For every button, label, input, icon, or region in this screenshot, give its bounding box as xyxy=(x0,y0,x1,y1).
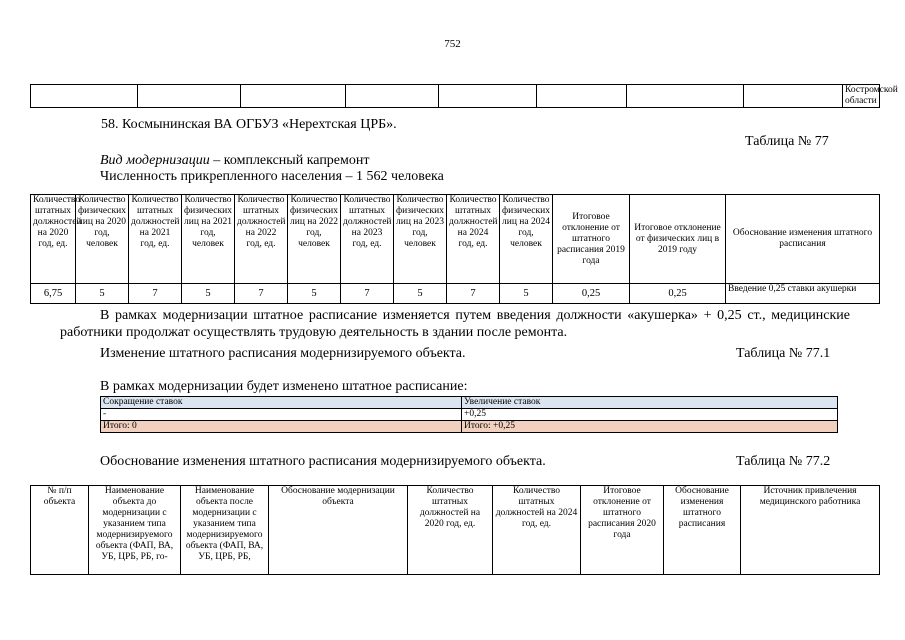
increase-total: Итого: +0,25 xyxy=(462,421,838,433)
table-cell xyxy=(31,85,138,108)
table-cell xyxy=(537,85,627,108)
modernization-type-label: Вид модернизации xyxy=(100,153,210,168)
table-header-cell: № п/п объекта xyxy=(31,486,89,575)
table-header-cell: Наименование объекта после модернизации с указанием типа модернизируемого объекта (ФАП, ВА, УБ, ЦРБ, РБ, xyxy=(181,486,269,575)
table-value-cell: 6,75 xyxy=(31,284,76,304)
table-header-cell: Количество физических лиц на 2021 год, человек xyxy=(182,195,235,284)
population-line: Численность прикрепленного населения – 1 562 человека xyxy=(100,169,444,184)
table-value-cell: Введение 0,25 ставки акушерки xyxy=(726,284,880,304)
reduction-value: - xyxy=(101,409,462,421)
table-value-cell: 5 xyxy=(394,284,447,304)
table-header-cell: Количество штатных должностей на 2020 год, ед. xyxy=(408,486,493,575)
increase-header: Увеличение ставок xyxy=(462,397,838,409)
table-label: Таблица № 77 xyxy=(745,134,829,149)
table-header-cell: Количество штатных должностей на 2020 год, ед. xyxy=(31,195,76,284)
modernization-type-value: – комплексный капремонт xyxy=(209,153,370,168)
table-value-cell: 7 xyxy=(129,284,182,304)
table-cell xyxy=(439,85,537,108)
justification-table xyxy=(30,485,880,575)
table-label-2: Таблица № 77.1 xyxy=(736,346,831,361)
table-cell xyxy=(627,85,744,108)
table-value-cell: 5 xyxy=(288,284,341,304)
change-intro: В рамках модернизации будет изменено штатное расписание: xyxy=(100,379,468,394)
table-label-3: Таблица № 77.2 xyxy=(736,454,831,469)
table-value-cell: 5 xyxy=(182,284,235,304)
modernization-type xyxy=(100,152,370,169)
table-header-cell: Обоснование изменения штатного расписания xyxy=(726,195,880,284)
table-cell xyxy=(346,85,439,108)
table-header-cell: Количество физических лиц на 2022 год, человек xyxy=(288,195,341,284)
table-header-cell: Итоговое отклонение от штатного расписания 2019 года xyxy=(553,195,630,284)
table-header-cell: Источник привлечения медицинского работника xyxy=(741,486,880,575)
table-header-cell: Итоговое отклонение от штатного расписания 2020 года xyxy=(581,486,664,575)
table-cell-region: Костромской области xyxy=(843,85,880,108)
table-header-cell: Количество штатных должностей на 2024 год, ед. xyxy=(493,486,581,575)
reduction-header: Сокращение ставок xyxy=(101,397,462,409)
justification-title: Обоснование изменения штатного расписания модернизируемого объекта. xyxy=(100,454,546,469)
section-heading: 58. Космынинская ВА ОГБУЗ «Нерехтская ЦРБ». xyxy=(101,117,397,132)
table-value-cell: 7 xyxy=(447,284,500,304)
staff-table xyxy=(30,194,880,304)
table-value-cell: 5 xyxy=(500,284,553,304)
table-cell xyxy=(241,85,346,108)
table-header-cell: Количество штатных должностей на 2023 год, ед. xyxy=(341,195,394,284)
table-value-cell: 0,25 xyxy=(630,284,726,304)
table-header-cell: Количество штатных должностей на 2024 год, ед. xyxy=(447,195,500,284)
table-header-cell: Количество физических лиц на 2020 год, человек xyxy=(76,195,129,284)
table-value-cell: 7 xyxy=(341,284,394,304)
paragraph: В рамках модернизации штатное расписание изменяется путем введения должности «акушерка» + 0,25 ст., медицинские работники продолжат осуществлять трудовую деятельность в здании после ремонта. xyxy=(60,308,850,340)
table-header-cell: Итоговое отклонение от физических лиц в 2019 году xyxy=(630,195,726,284)
table-value-cell: 7 xyxy=(235,284,288,304)
table-header-cell: Обоснование изменения штатного расписания xyxy=(664,486,741,575)
increase-value: +0,25 xyxy=(462,409,838,421)
table-header-cell: Количество физических лиц на 2023 год, человек xyxy=(394,195,447,284)
table-cell xyxy=(138,85,241,108)
table-header-cell: Наименование объекта до модернизации с указанием типа модернизируемого объекта (ФАП, ВА, УБ, ЦРБ, РБ, го- xyxy=(89,486,181,575)
table-value-cell: 5 xyxy=(76,284,129,304)
table-header-cell: Количество физических лиц на 2024 год, человек xyxy=(500,195,553,284)
change-table xyxy=(100,396,838,433)
table-header-cell: Обоснование модернизации объекта xyxy=(269,486,408,575)
table-cell xyxy=(744,85,843,108)
table-header-cell: Количество штатных должностей на 2022 год, ед. xyxy=(235,195,288,284)
top-table xyxy=(30,84,898,108)
reduction-total: Итого: 0 xyxy=(101,421,462,433)
change-title: Изменение штатного расписания модернизируемого объекта. xyxy=(100,346,466,361)
table-value-cell: 0,25 xyxy=(553,284,630,304)
page-number: 752 xyxy=(444,38,461,50)
table-header-cell: Количество штатных должностей на 2021 год, ед. xyxy=(129,195,182,284)
